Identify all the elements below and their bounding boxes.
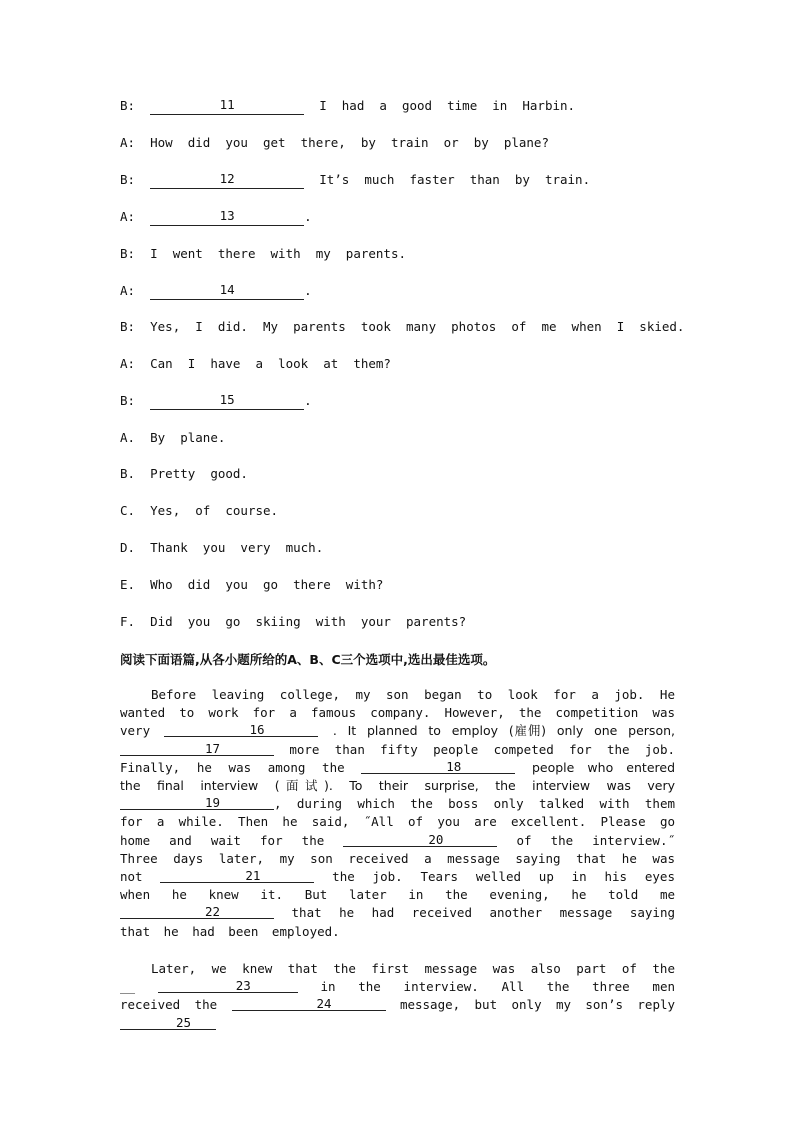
passage-text: that he had received another message saying that he had been employed. xyxy=(120,905,675,939)
answer-blank-19[interactable]: 19 xyxy=(120,795,274,810)
speaker-label: B: xyxy=(120,172,136,187)
speaker-label: B: xyxy=(120,246,136,261)
speaker-label: A: xyxy=(120,356,136,371)
answer-blank-15[interactable]: 15 xyxy=(150,393,304,410)
dialogue-text: . xyxy=(304,209,312,224)
speaker-label: B: xyxy=(120,393,136,408)
dialogue-line-5 xyxy=(120,246,406,262)
answer-blank-18[interactable]: 18 xyxy=(361,759,515,774)
dialogue-text: How did you get there, by train or by plane? xyxy=(150,135,549,150)
dialogue-text: Yes, I did. My parents took many photos of me when I skied. xyxy=(150,319,685,334)
passage-paragraph-1 xyxy=(120,686,675,941)
answer-blank-20[interactable]: 20 xyxy=(343,832,497,847)
answer-blank-11[interactable]: 11 xyxy=(150,98,304,115)
speaker-label: A: xyxy=(120,283,136,298)
option-letter: E. xyxy=(120,577,136,592)
option-letter: B. xyxy=(120,466,136,481)
option-letter: F. xyxy=(120,614,136,629)
dialogue-text: . xyxy=(304,283,312,298)
option-text: Did you go skiing with your parents? xyxy=(150,614,467,629)
passage-text: more than fifty people competed for the job. Finally, he was among the xyxy=(120,741,675,775)
option-f xyxy=(120,614,466,630)
dialogue-line-2 xyxy=(120,135,549,151)
option-e xyxy=(120,577,383,593)
speaker-label: A: xyxy=(120,209,136,224)
passage-text: people who entered the final interview (面试). To their surprise, the interview was very xyxy=(120,759,675,794)
answer-blank-23[interactable]: 23 xyxy=(158,978,298,993)
dialogue-text: It’s much faster than by train. xyxy=(319,172,591,187)
option-letter: A. xyxy=(120,430,136,445)
passage-text: message, but only my son’s reply xyxy=(399,997,676,1013)
answer-blank-25[interactable]: 25 xyxy=(120,1015,216,1030)
dialogue-line-4 xyxy=(120,209,312,226)
dialogue-line-7 xyxy=(120,319,684,335)
option-text: Yes, of course. xyxy=(150,503,279,518)
dialogue-line-6 xyxy=(120,283,312,300)
answer-blank-13[interactable]: 13 xyxy=(150,209,304,226)
answer-blank-17[interactable]: 17 xyxy=(120,741,274,756)
option-d xyxy=(120,540,323,556)
speaker-label: B: xyxy=(120,319,136,334)
dialogue-text: . xyxy=(304,393,312,408)
answer-blank-16[interactable]: 16 xyxy=(164,722,318,737)
speaker-label: A: xyxy=(120,135,136,150)
reading-section-heading: 阅读下面语篇,从各小题所给的A、B、C三个选项中,选出最佳选项。 xyxy=(120,652,496,667)
passage-text: Before leaving college, my son began to look for a job. He wanted to work for a famous company. However, the competition was very xyxy=(120,687,675,739)
option-text: Pretty good. xyxy=(150,466,248,481)
option-text: Who did you go there with? xyxy=(150,577,384,592)
passage-text: Later, we knew that the first message was also part of the __ xyxy=(120,961,675,995)
option-text: By plane. xyxy=(150,430,226,445)
passage-text: of the interview.˝ Three days later, my son received a message saying that he was not xyxy=(120,832,676,885)
dialogue-text: I had a good time in Harbin. xyxy=(319,98,576,113)
dialogue-text: I went there with my parents. xyxy=(150,246,406,261)
dialogue-text: Can I have a look at them? xyxy=(150,356,391,371)
dialogue-line-3 xyxy=(120,172,590,189)
answer-blank-14[interactable]: 14 xyxy=(150,283,304,300)
dialogue-line-1 xyxy=(120,98,575,115)
speaker-label: B: xyxy=(120,98,136,113)
option-letter: D. xyxy=(120,540,136,555)
dialogue-line-9 xyxy=(120,393,312,410)
passage-text: in the interview. All the three men received the xyxy=(120,979,675,1013)
passage-text: the job. Tears welled up in his eyes when he knew it. But later in the evening, he told me xyxy=(120,869,675,903)
option-c xyxy=(120,503,278,519)
answer-blank-24[interactable]: 24 xyxy=(232,996,386,1011)
option-letter: C. xyxy=(120,503,136,518)
passage-text: . It planned to employ (雇佣) only one person, xyxy=(332,723,675,739)
passage-paragraph-2 xyxy=(120,960,675,1033)
option-b xyxy=(120,466,248,482)
option-a xyxy=(120,430,225,446)
answer-blank-22[interactable]: 22 xyxy=(120,904,274,919)
answer-blank-21[interactable]: 21 xyxy=(160,868,314,883)
passage-text: , during which the boss only talked with them for a while. Then he said, ˝All of you are excellent. Please go home and wait for the xyxy=(120,796,675,848)
dialogue-line-8 xyxy=(120,356,391,372)
answer-blank-12[interactable]: 12 xyxy=(150,172,304,189)
option-text: Thank you very much. xyxy=(150,540,324,555)
